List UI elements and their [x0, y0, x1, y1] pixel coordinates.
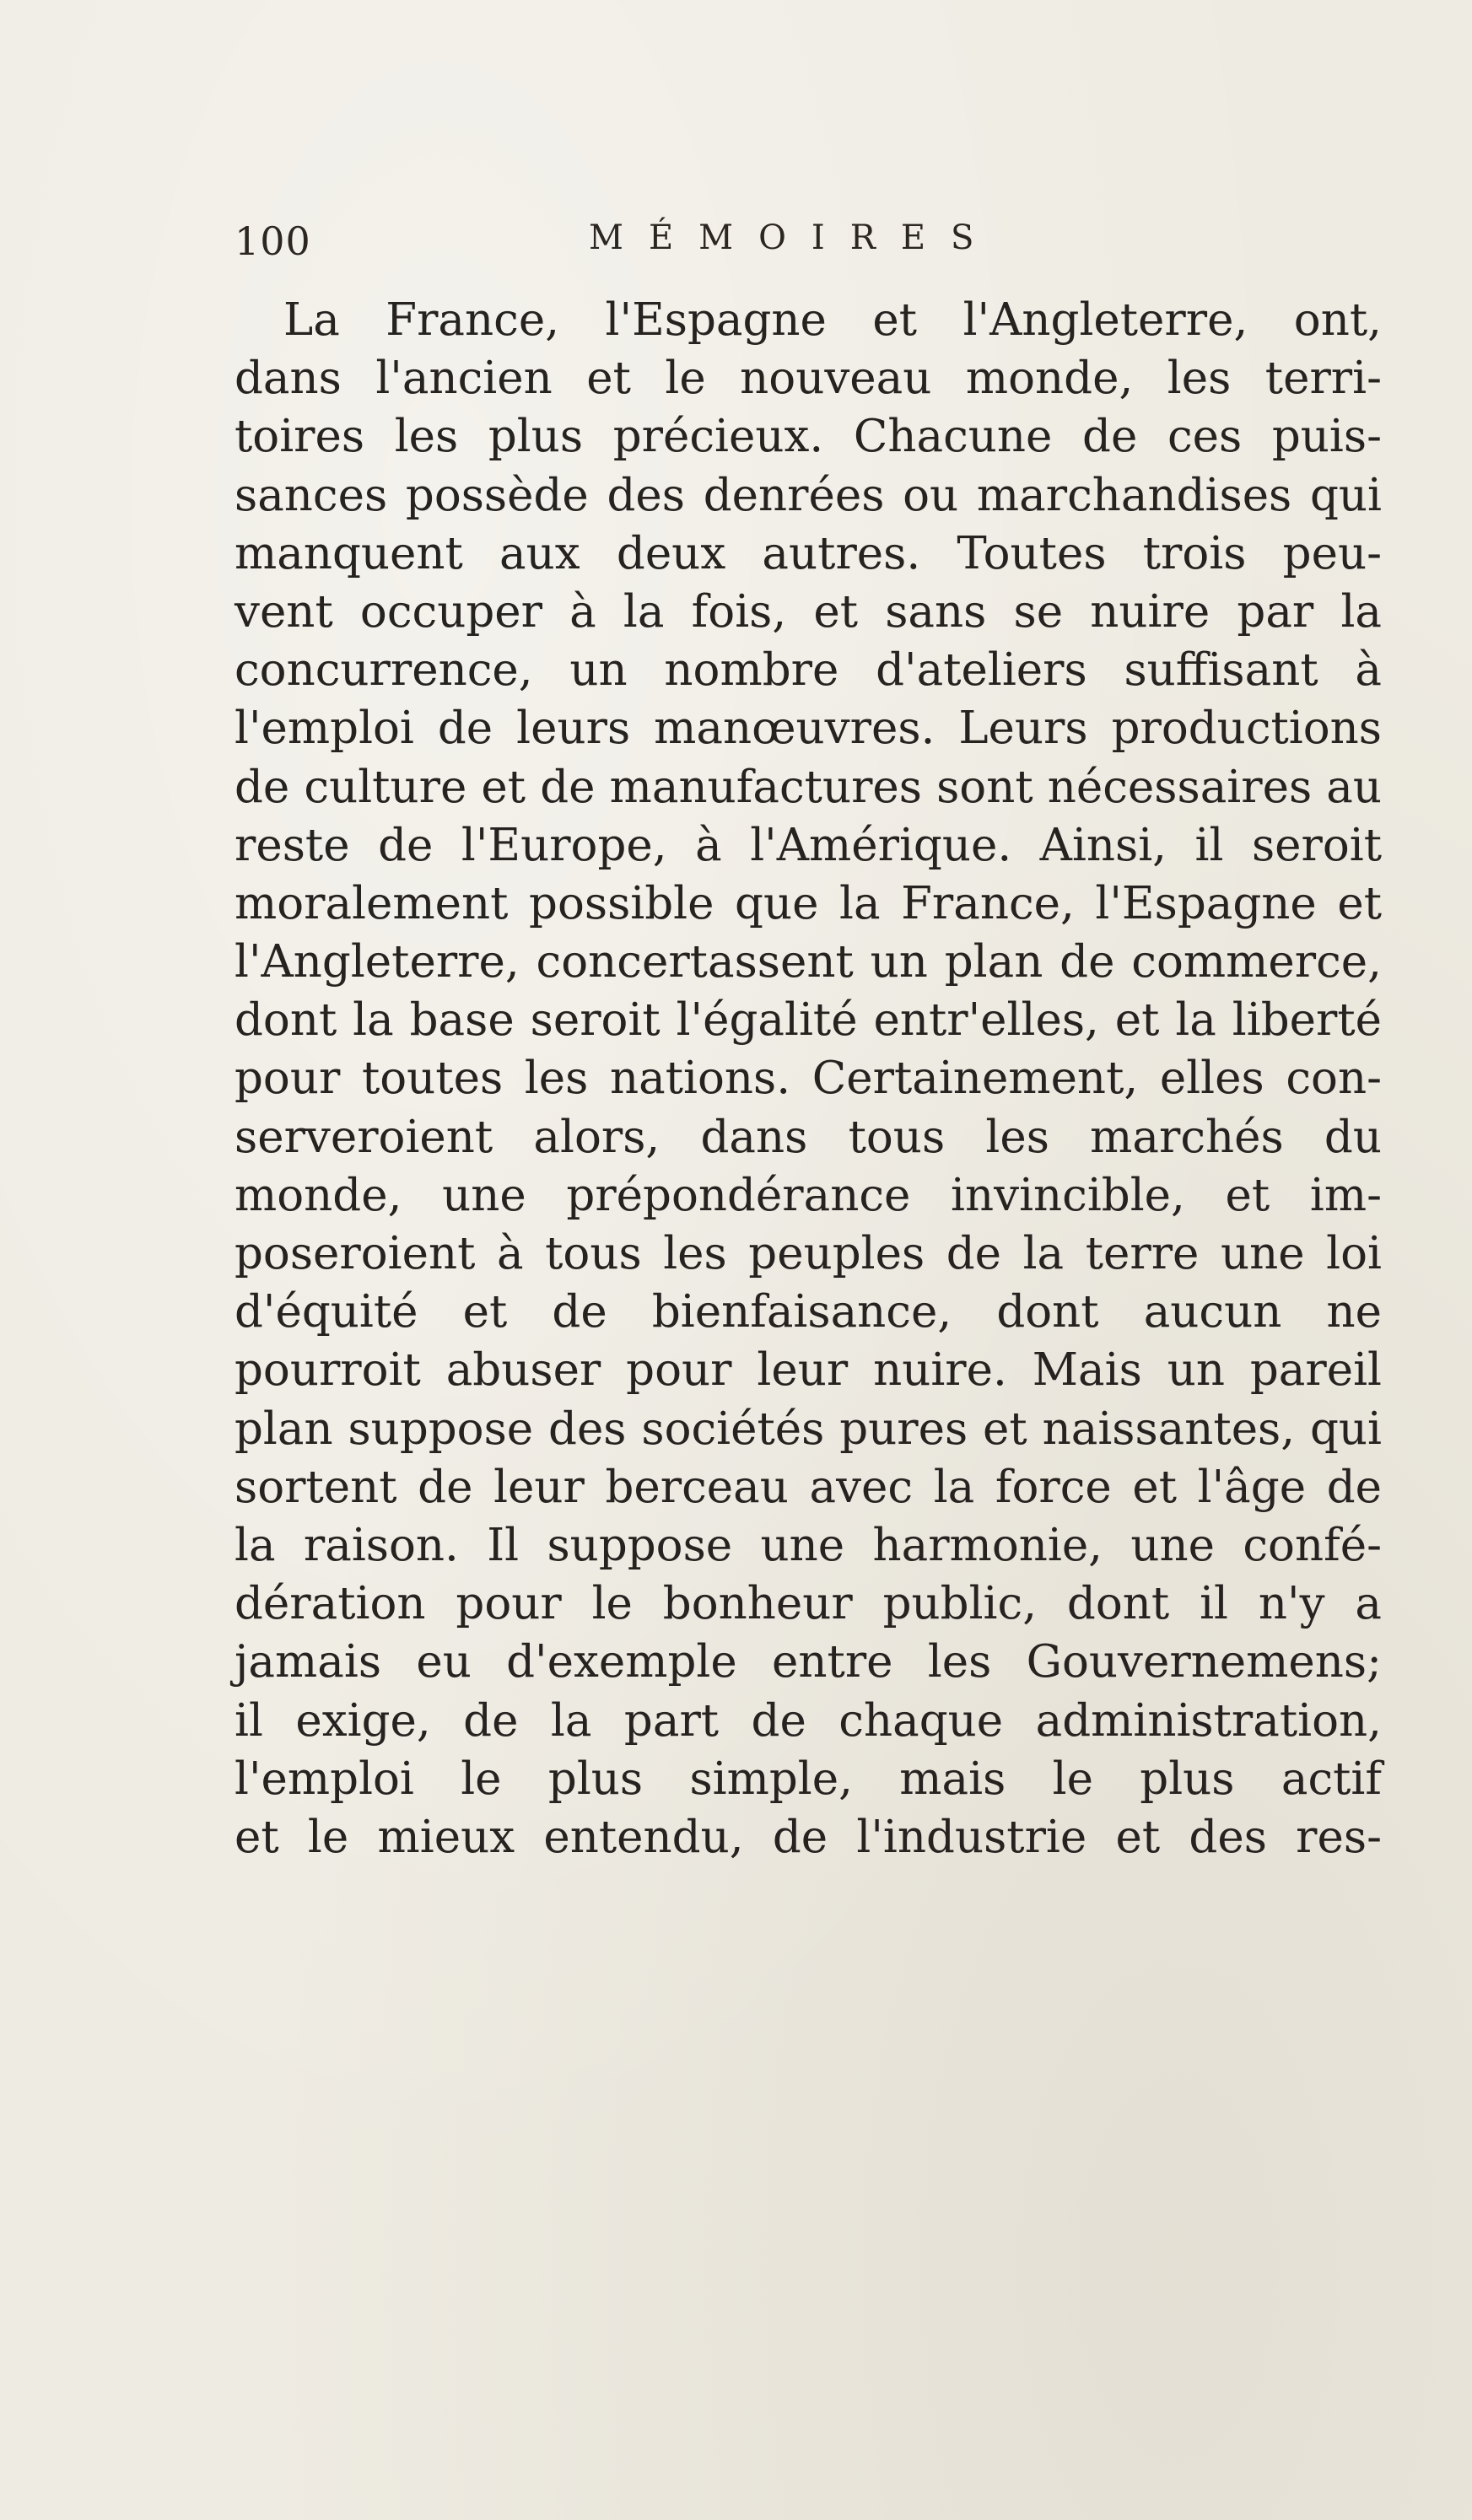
text-line: poseroient à tous les peuples de la terre une loi: [235, 1228, 1382, 1279]
text-line: concurrence, un nombre d'ateliers suffisant à: [235, 644, 1382, 697]
page-number: 100: [235, 218, 311, 264]
body-text: [235, 291, 1382, 1866]
text-line: sances possède des denrées ou marchandises qui: [235, 469, 1382, 521]
text-line: de culture et de manufactures sont nécessaires au: [235, 761, 1382, 813]
text-line: d'équité et de bienfaisance, dont aucun ne: [235, 1286, 1382, 1338]
text-line: sortent de leur berceau avec la force et l'âge de: [235, 1461, 1382, 1513]
text-line: vent occuper à la fois, et sans se nuire par la: [235, 585, 1382, 638]
text-line: dont la base seroit l'égalité entr'elles, et la liberté: [235, 994, 1382, 1047]
page-header: [235, 207, 1382, 274]
text-line: jamais eu d'exemple entre les Gouvernemens;: [235, 1636, 1382, 1688]
text-line: moralement possible que la France, l'Espagne et: [235, 877, 1382, 929]
text-line: plan suppose des sociétés pures et naissantes, qui: [235, 1403, 1382, 1455]
text-line: toires les plus précieux. Chacune de ces puis-: [235, 411, 1382, 463]
text-line: pour toutes les nations. Certainement, elles con-: [235, 1053, 1382, 1105]
text-line: dération pour le bonheur public, dont il n'y a: [235, 1578, 1382, 1630]
text-line: serveroient alors, dans tous les marchés du: [235, 1111, 1382, 1163]
text-line: l'emploi le plus simple, mais le plus actif: [235, 1753, 1382, 1805]
text-line: monde, une prépondérance invincible, et im-: [235, 1169, 1382, 1221]
text-line: La France, l'Espagne et l'Angleterre, ont,: [283, 294, 1382, 346]
text-line: reste de l'Europe, à l'Amérique. Ainsi, il seroit: [235, 819, 1382, 871]
text-line: la raison. Il suppose une harmonie, une confé-: [235, 1519, 1382, 1571]
text-line: pourroit abuser pour leur nuire. Mais un pareil: [235, 1344, 1382, 1397]
text-line: l'Angleterre, concertassent un plan de commerce,: [235, 936, 1382, 988]
text-line: manquent aux deux autres. Toutes trois peu-: [235, 527, 1382, 579]
text-line: il exige, de la part de chaque administration,: [235, 1694, 1382, 1747]
text-line: dans l'ancien et le nouveau monde, les terri-: [235, 353, 1382, 405]
running-head: MÉMOIRES: [589, 218, 1000, 257]
text-line: et le mieux entendu, de l'industrie et des res-: [235, 1811, 1382, 1863]
text-line: l'emploi de leurs manœuvres. Leurs productions: [235, 703, 1382, 755]
